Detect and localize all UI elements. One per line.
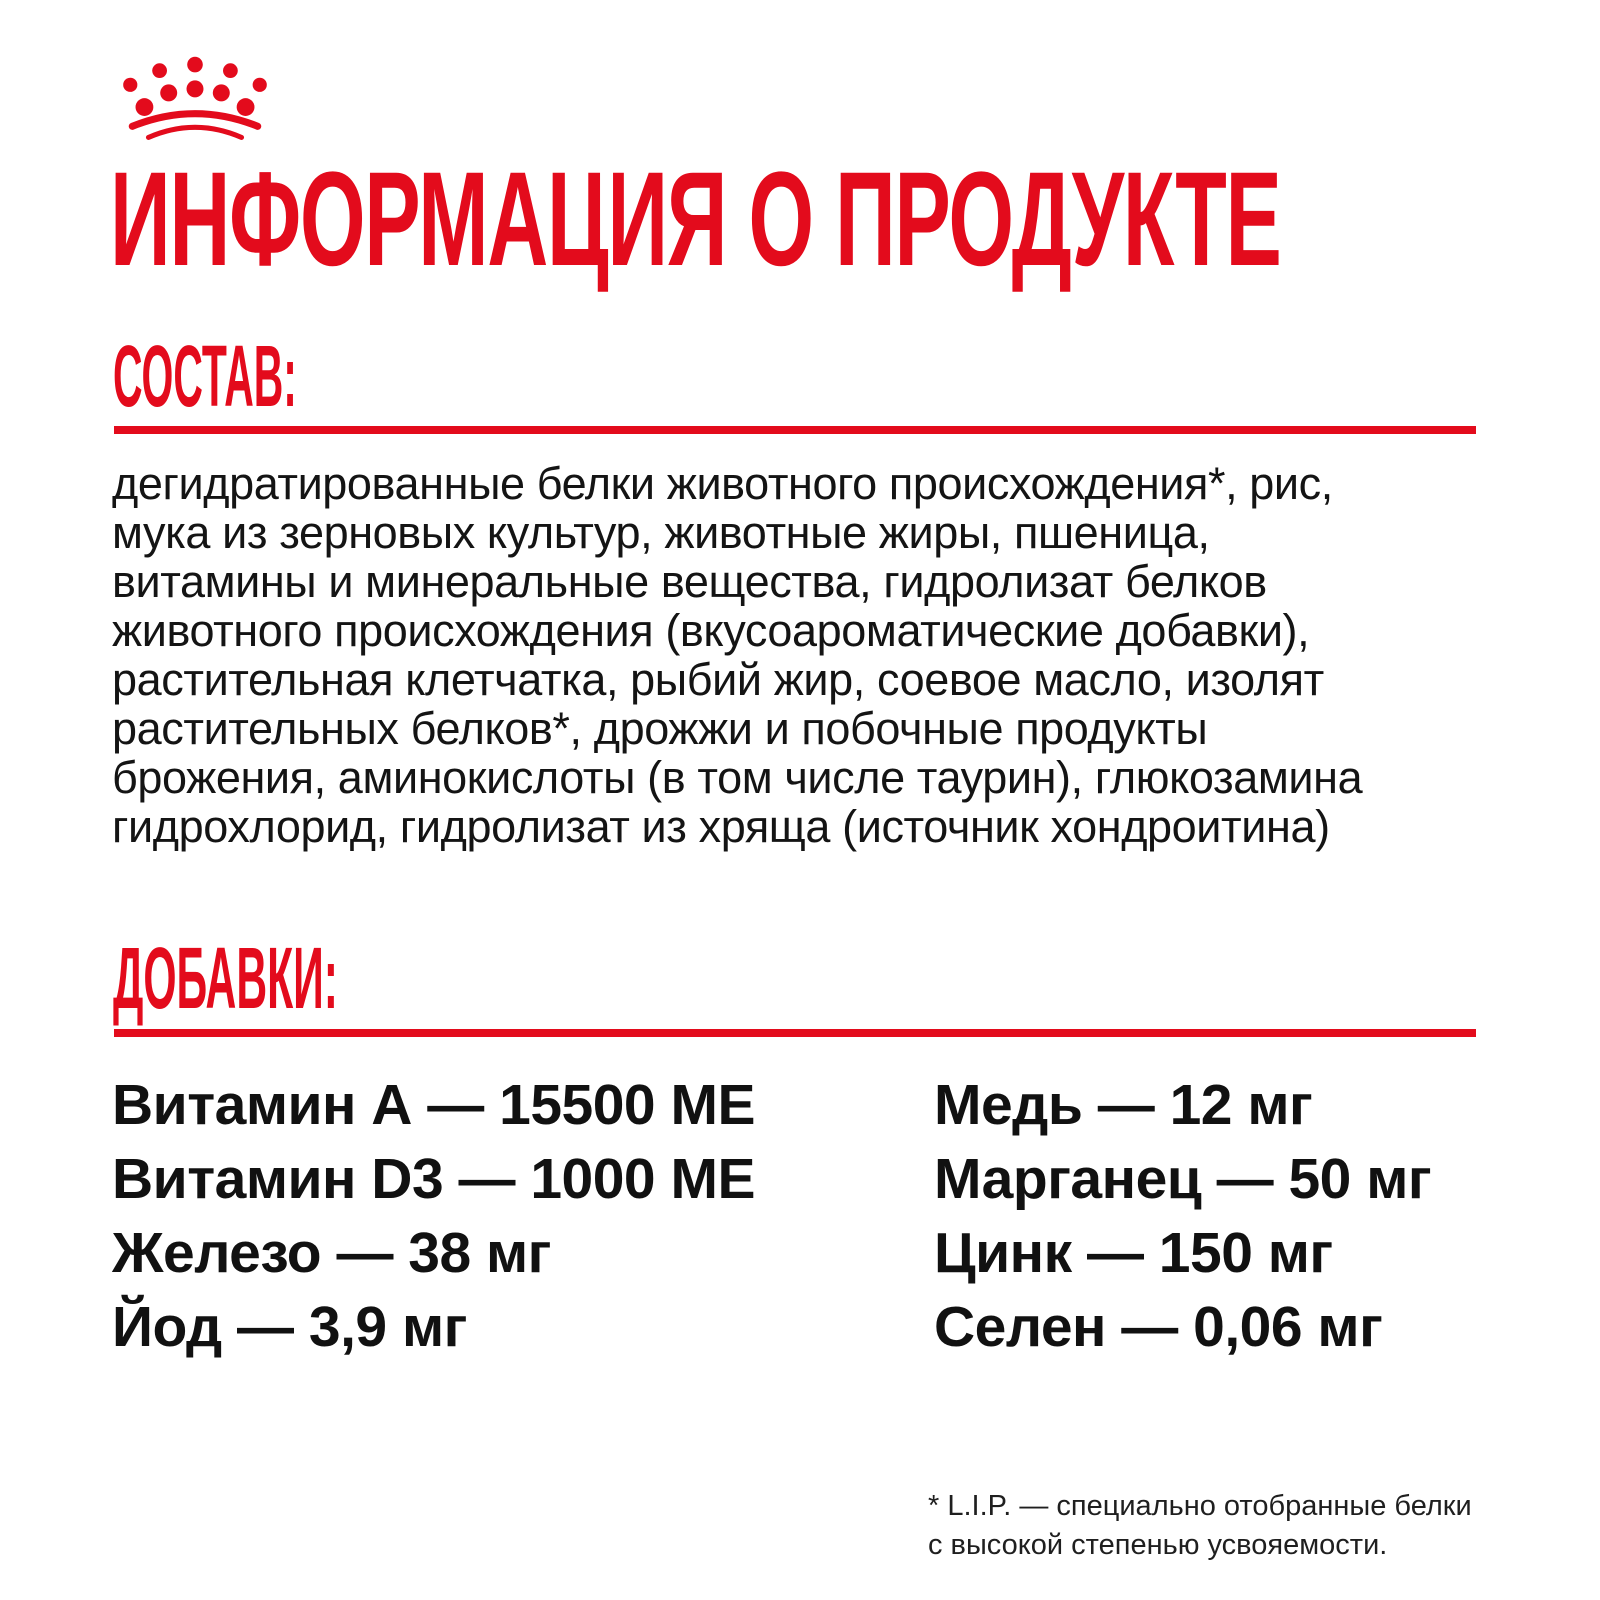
additive-item: Медь — 12 мг bbox=[934, 1073, 1313, 1137]
additive-item: Витамин D3 — 1000 МЕ bbox=[112, 1147, 755, 1211]
additive-item: Витамин А — 15500 МЕ bbox=[112, 1073, 755, 1137]
additive-item: Железо — 38 мг bbox=[112, 1221, 551, 1285]
additives-right-column bbox=[934, 1068, 1431, 1364]
composition-text bbox=[112, 459, 1362, 851]
additive-item: Йод — 3,9 мг bbox=[112, 1295, 467, 1359]
additive-item: Селен — 0,06 мг bbox=[934, 1295, 1383, 1359]
footnote-line: с высокой степенью усвояемости. bbox=[928, 1529, 1388, 1561]
additives-heading: ДОБАВКИ: bbox=[113, 930, 338, 1027]
additives-left-column bbox=[112, 1068, 755, 1364]
composition-line: мука из зерновых культур, животные жиры, пшеница, bbox=[112, 507, 1210, 558]
additives-underline bbox=[114, 1029, 1476, 1037]
composition-line: растительная клетчатка, рыбий жир, соевое масло, изолят bbox=[112, 654, 1324, 705]
lip-footnote bbox=[928, 1487, 1472, 1565]
composition-line: растительных белков*, дрожжи и побочные продукты bbox=[112, 703, 1208, 754]
composition-line: брожения, аминокислоты (в том числе таурин), глюкозамина bbox=[112, 752, 1363, 803]
footnote-line: * L.I.P. — специально отобранные белки bbox=[928, 1490, 1472, 1522]
composition-line: животного происхождения (вкусоароматические добавки), bbox=[112, 605, 1310, 656]
composition-heading: СОСТАВ: bbox=[113, 328, 297, 425]
composition-underline bbox=[114, 426, 1476, 434]
composition-line: дегидратированные белки животного происхождения*, рис, bbox=[112, 458, 1333, 509]
royal-canin-crown-icon bbox=[106, 44, 284, 158]
crown-svg bbox=[106, 44, 284, 158]
additive-item: Марганец — 50 мг bbox=[934, 1147, 1432, 1211]
additive-item: Цинк — 150 мг bbox=[934, 1221, 1333, 1285]
composition-line: гидрохлорид, гидролизат из хряща (источник хондроитина) bbox=[112, 801, 1330, 852]
composition-line: витамины и минеральные вещества, гидролизат белков bbox=[112, 556, 1267, 607]
page-title: ИНФОРМАЦИЯ О ПРОДУКТЕ bbox=[110, 145, 1281, 294]
